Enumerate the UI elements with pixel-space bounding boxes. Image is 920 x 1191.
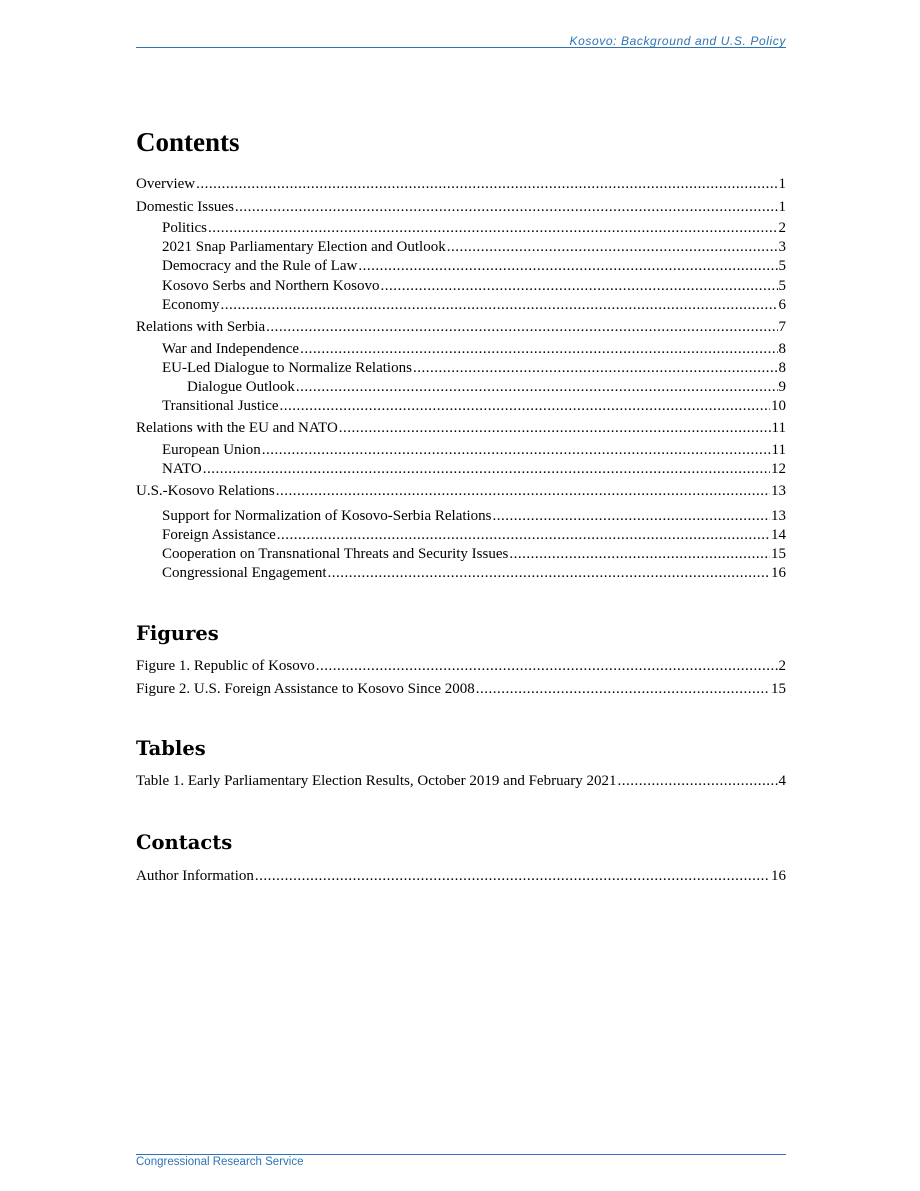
tables-heading: Tables bbox=[136, 737, 206, 760]
toc-page-number: 7 bbox=[778, 319, 786, 335]
toc-entry-relations-serbia[interactable] bbox=[136, 317, 786, 337]
toc-entry-label: Dialogue Outlook bbox=[187, 379, 295, 395]
toc-entry-economy[interactable] bbox=[162, 295, 786, 315]
dot-leader bbox=[316, 656, 778, 676]
toc-entry-label: Author Information bbox=[136, 868, 254, 884]
toc-page-number: 11 bbox=[771, 442, 786, 458]
running-header bbox=[136, 31, 786, 48]
dot-leader bbox=[277, 525, 770, 545]
toc-page-number: 9 bbox=[778, 379, 786, 395]
toc-entry-figure-2[interactable] bbox=[136, 679, 786, 699]
running-header-title: Kosovo: Background and U.S. Policy bbox=[569, 34, 786, 48]
dot-leader bbox=[196, 174, 777, 194]
toc-page-number: 6 bbox=[778, 297, 786, 313]
toc-entry-label: Cooperation on Transnational Threats and Security Issues bbox=[162, 546, 509, 562]
toc-entry-label: Domestic Issues bbox=[136, 199, 234, 215]
dot-leader bbox=[221, 295, 778, 315]
dot-leader bbox=[493, 506, 770, 526]
toc-entry-congressional-engagement[interactable] bbox=[162, 563, 786, 583]
toc-entry-dialogue-outlook[interactable] bbox=[187, 377, 786, 397]
toc-entry-transnational-threats[interactable] bbox=[162, 544, 786, 564]
footer-publisher: Congressional Research Service bbox=[136, 1156, 304, 1168]
toc-entry-label: Politics bbox=[162, 220, 208, 236]
toc-entry-label: Overview bbox=[136, 176, 196, 192]
toc-entry-label: Economy bbox=[162, 297, 220, 313]
dot-leader bbox=[447, 237, 778, 257]
toc-page-number: 13 bbox=[771, 508, 786, 524]
toc-entry-author-information[interactable] bbox=[136, 866, 786, 886]
toc-entry-us-kosovo-relations[interactable] bbox=[136, 481, 786, 501]
toc-entry-snap-election[interactable] bbox=[162, 237, 786, 257]
dot-leader bbox=[300, 339, 777, 359]
toc-entry-label: Democracy and the Rule of Law bbox=[162, 258, 358, 274]
toc-entry-domestic-issues[interactable] bbox=[136, 197, 786, 217]
dot-leader bbox=[266, 317, 777, 337]
toc-page-number: 4 bbox=[778, 773, 786, 789]
toc-page-number: 16 bbox=[771, 868, 786, 884]
page-footer bbox=[136, 1154, 786, 1168]
toc-page-number: 16 bbox=[771, 565, 786, 581]
toc-page-number: 14 bbox=[771, 527, 786, 543]
toc-entry-european-union[interactable] bbox=[162, 440, 786, 460]
toc-entry-war-independence[interactable] bbox=[162, 339, 786, 359]
toc-page-number: 15 bbox=[771, 546, 786, 562]
toc-entry-label: Kosovo Serbs and Northern Kosovo bbox=[162, 278, 380, 294]
dot-leader bbox=[280, 396, 770, 416]
toc-page-number: 15 bbox=[771, 681, 786, 697]
toc-entry-label: 2021 Snap Parliamentary Election and Outlook bbox=[162, 239, 446, 255]
toc-entry-overview[interactable] bbox=[136, 174, 786, 194]
toc-page-number: 1 bbox=[778, 199, 786, 215]
dot-leader bbox=[413, 358, 778, 378]
toc-page-number: 5 bbox=[778, 258, 786, 274]
dot-leader bbox=[617, 771, 777, 791]
dot-leader bbox=[276, 481, 770, 501]
toc-page-number: 5 bbox=[778, 278, 786, 294]
toc-entry-table-1[interactable] bbox=[136, 771, 786, 791]
toc-entry-label: Relations with Serbia bbox=[136, 319, 266, 335]
toc-page-number: 10 bbox=[771, 398, 786, 414]
contacts-heading: Contacts bbox=[136, 831, 233, 854]
toc-entry-democracy-rule-of-law[interactable] bbox=[162, 256, 786, 276]
toc-entry-label: Figure 2. U.S. Foreign Assistance to Kosovo Since 2008 bbox=[136, 681, 475, 697]
dot-leader bbox=[358, 256, 777, 276]
toc-page-number: 11 bbox=[771, 420, 786, 436]
toc-entry-eu-dialogue[interactable] bbox=[162, 358, 786, 378]
toc-page-number: 1 bbox=[778, 176, 786, 192]
toc-entry-label: EU-Led Dialogue to Normalize Relations bbox=[162, 360, 412, 376]
dot-leader bbox=[235, 197, 778, 217]
toc-entry-label: Support for Normalization of Kosovo-Serbia Relations bbox=[162, 508, 492, 524]
toc-entry-nato[interactable] bbox=[162, 459, 786, 479]
toc-entry-label: Figure 1. Republic of Kosovo bbox=[136, 658, 315, 674]
toc-entry-politics[interactable] bbox=[162, 218, 786, 238]
toc-page-number: 2 bbox=[778, 220, 786, 236]
toc-entry-label: Table 1. Early Parliamentary Election Results, October 2019 and February 2021 bbox=[136, 773, 617, 789]
toc-entry-foreign-assistance[interactable] bbox=[162, 525, 786, 545]
dot-leader bbox=[262, 440, 771, 460]
toc-entry-label: Transitional Justice bbox=[162, 398, 279, 414]
dot-leader bbox=[339, 418, 771, 438]
dot-leader bbox=[208, 218, 777, 238]
dot-leader bbox=[255, 866, 770, 886]
dot-leader bbox=[203, 459, 770, 479]
toc-entry-support-normalization[interactable] bbox=[162, 506, 786, 526]
dot-leader bbox=[380, 276, 777, 296]
toc-page-number: 8 bbox=[778, 341, 786, 357]
toc-entry-label: European Union bbox=[162, 442, 261, 458]
toc-page-number: 2 bbox=[778, 658, 786, 674]
contents-heading: Contents bbox=[136, 127, 240, 157]
toc-entry-label: Foreign Assistance bbox=[162, 527, 276, 543]
toc-entry-label: Congressional Engagement bbox=[162, 565, 327, 581]
toc-page-number: 12 bbox=[771, 461, 786, 477]
toc-page-number: 8 bbox=[778, 360, 786, 376]
dot-leader bbox=[328, 563, 770, 583]
toc-page-number: 3 bbox=[778, 239, 786, 255]
dot-leader bbox=[509, 544, 770, 564]
toc-entry-figure-1[interactable] bbox=[136, 656, 786, 676]
toc-entry-label: NATO bbox=[162, 461, 202, 477]
toc-entry-transitional-justice[interactable] bbox=[162, 396, 786, 416]
toc-entry-label: Relations with the EU and NATO bbox=[136, 420, 338, 436]
toc-entry-label: War and Independence bbox=[162, 341, 300, 357]
dot-leader bbox=[476, 679, 770, 699]
dot-leader bbox=[296, 377, 778, 397]
figures-heading: Figures bbox=[136, 622, 219, 645]
toc-entry-label: U.S.-Kosovo Relations bbox=[136, 483, 275, 499]
toc-entry-kosovo-serbs[interactable] bbox=[162, 276, 786, 296]
toc-entry-relations-eu-nato[interactable] bbox=[136, 418, 786, 438]
toc-page-number: 13 bbox=[771, 483, 786, 499]
